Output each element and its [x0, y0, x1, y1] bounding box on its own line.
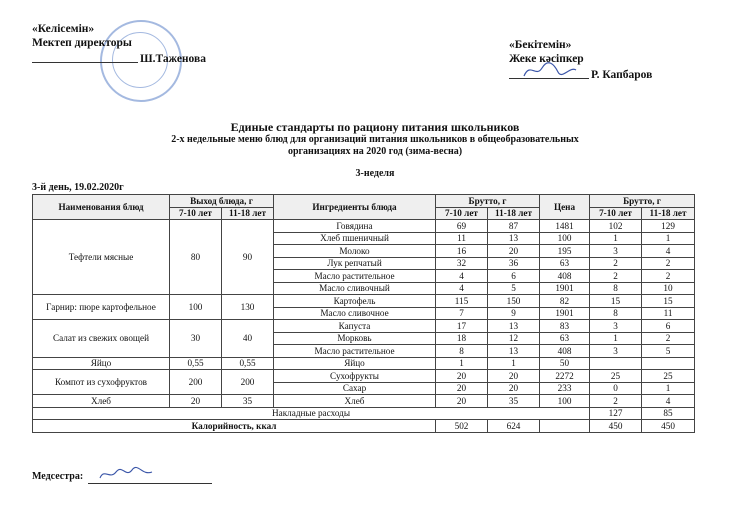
- week-label: 3-неделя: [355, 168, 395, 179]
- gross-7-10: 1: [436, 357, 488, 370]
- yield-11-18: 200: [222, 370, 274, 395]
- price: 100: [540, 395, 590, 408]
- gross-7-10: 69: [436, 220, 488, 233]
- cost-7-10: 3: [590, 320, 642, 333]
- gross-7-10: 20: [436, 395, 488, 408]
- price: 1901: [540, 282, 590, 295]
- calories-price-empty: [540, 420, 590, 433]
- calories-row: [33, 420, 695, 433]
- price: 63: [540, 257, 590, 270]
- overhead-label: Накладные расходы: [33, 407, 590, 420]
- cost-7-10: 8: [590, 282, 642, 295]
- price: 82: [540, 295, 590, 308]
- yield-7-10: 20: [170, 395, 222, 408]
- yield-11-18: 40: [222, 320, 274, 358]
- gross-7-10: 20: [436, 370, 488, 383]
- cost-11-18: 10: [642, 282, 695, 295]
- ingredient: Хлеб пшеничный: [274, 232, 436, 245]
- gross-11-18: 20: [488, 370, 540, 383]
- gross-11-18: 5: [488, 282, 540, 295]
- table-row: [33, 295, 695, 308]
- menu-table: [32, 194, 695, 433]
- table-row: [33, 220, 695, 233]
- cost-11-18: 25: [642, 370, 695, 383]
- col-dish-header: Наименования блюд: [33, 195, 170, 220]
- ingredient: Масло сливочное: [274, 307, 436, 320]
- gross-11-18: 13: [488, 345, 540, 358]
- cost-7-10: 15: [590, 295, 642, 308]
- gross-7-10: 32: [436, 257, 488, 270]
- calories-gross-7-10: 502: [436, 420, 488, 433]
- entrepreneur-position: Жеке кәсіпкер: [509, 53, 584, 65]
- price: 408: [540, 345, 590, 358]
- col-price-header: Цена: [540, 195, 590, 220]
- yield-7-10: 0,55: [170, 357, 222, 370]
- cost-11-18: [642, 357, 695, 370]
- cost-7-10: 102: [590, 220, 642, 233]
- dish-name: Компот из сухофруктов: [33, 370, 170, 395]
- subtitle-line-2: организациях на 2020 год (зима-весна): [287, 146, 463, 157]
- col-ingredients-header: Ингредиенты блюда: [274, 195, 436, 220]
- nurse-label: Медсестра:: [32, 471, 84, 482]
- ingredient: Масло растительное: [274, 270, 436, 283]
- director-position: Мектеп директоры: [32, 37, 132, 49]
- cost-7-10: 1: [590, 232, 642, 245]
- gross-11-18: 150: [488, 295, 540, 308]
- dish-name: Гарнир: пюре картофельное: [33, 295, 170, 320]
- ingredient: Масло растительное: [274, 345, 436, 358]
- page-title: Единые стандарты по рациону питания школьников: [230, 120, 520, 134]
- col-gross2-header: Брутто, г: [590, 195, 695, 208]
- col-yield-header: Выход блюда, г: [170, 195, 274, 208]
- ingredient: Морковь: [274, 332, 436, 345]
- ingredient: Молоко: [274, 245, 436, 258]
- cost-7-10: 2: [590, 257, 642, 270]
- overhead-row: [33, 407, 695, 420]
- overhead-11-18: 85: [642, 407, 695, 420]
- gross-11-18: 87: [488, 220, 540, 233]
- age-header: 11-18 лет: [488, 207, 540, 220]
- director-name: Ш.Таженова: [140, 53, 206, 65]
- table-row: [33, 320, 695, 333]
- signature-right: [520, 58, 580, 82]
- yield-7-10: 100: [170, 295, 222, 320]
- price: 233: [540, 382, 590, 395]
- calories-7-10: 450: [590, 420, 642, 433]
- gross-11-18: 35: [488, 395, 540, 408]
- gross-11-18: 36: [488, 257, 540, 270]
- dish-name: Салат из свежих овощей: [33, 320, 170, 358]
- table-row: [33, 370, 695, 383]
- agreed-label: «Келісемін»: [32, 23, 95, 35]
- price: 50: [540, 357, 590, 370]
- cost-11-18: 2: [642, 257, 695, 270]
- cost-11-18: 4: [642, 245, 695, 258]
- gross-11-18: 13: [488, 232, 540, 245]
- ingredient: Говядина: [274, 220, 436, 233]
- ingredient: Сухофрукты: [274, 370, 436, 383]
- gross-7-10: 20: [436, 382, 488, 395]
- calories-label: Калорийность, ккал: [33, 420, 436, 433]
- cost-11-18: 5: [642, 345, 695, 358]
- table-row: [33, 395, 695, 408]
- cost-7-10: 3: [590, 345, 642, 358]
- nurse-signature: [96, 464, 156, 484]
- gross-7-10: 115: [436, 295, 488, 308]
- price: 83: [540, 320, 590, 333]
- day-label: 3-й день, 19.02.2020г: [32, 182, 124, 193]
- overhead-7-10: 127: [590, 407, 642, 420]
- col-gross-header: Брутто, г: [436, 195, 540, 208]
- gross-11-18: 6: [488, 270, 540, 283]
- price: 100: [540, 232, 590, 245]
- age-header: 7-10 лет: [590, 207, 642, 220]
- gross-11-18: 20: [488, 245, 540, 258]
- age-header: 7-10 лет: [170, 207, 222, 220]
- ingredient: Картофель: [274, 295, 436, 308]
- dish-name: Хлеб: [33, 395, 170, 408]
- cost-7-10: 1: [590, 332, 642, 345]
- gross-7-10: 7: [436, 307, 488, 320]
- cost-11-18: 4: [642, 395, 695, 408]
- subtitle-line-1: 2-х недельные меню блюд для организаций питания школьников в общеобразовательных: [171, 134, 579, 145]
- gross-7-10: 4: [436, 270, 488, 283]
- calories-gross-11-18: 624: [488, 420, 540, 433]
- cost-7-10: [590, 357, 642, 370]
- gross-11-18: 1: [488, 357, 540, 370]
- gross-7-10: 16: [436, 245, 488, 258]
- cost-11-18: 6: [642, 320, 695, 333]
- cost-11-18: 2: [642, 332, 695, 345]
- ingredient: Яйцо: [274, 357, 436, 370]
- gross-7-10: 11: [436, 232, 488, 245]
- cost-11-18: 1: [642, 382, 695, 395]
- yield-11-18: 0,55: [222, 357, 274, 370]
- cost-11-18: 2: [642, 270, 695, 283]
- entrepreneur-name: Р. Капбаров: [591, 69, 653, 81]
- table-row: [33, 357, 695, 370]
- ingredient: Капуста: [274, 320, 436, 333]
- gross-7-10: 17: [436, 320, 488, 333]
- ingredient: Хлеб: [274, 395, 436, 408]
- yield-7-10: 30: [170, 320, 222, 358]
- gross-7-10: 4: [436, 282, 488, 295]
- price: 1481: [540, 220, 590, 233]
- ingredient: Масло сливочный: [274, 282, 436, 295]
- yield-11-18: 35: [222, 395, 274, 408]
- gross-7-10: 18: [436, 332, 488, 345]
- gross-11-18: 13: [488, 320, 540, 333]
- yield-7-10: 80: [170, 220, 222, 295]
- price: 408: [540, 270, 590, 283]
- cost-7-10: 2: [590, 395, 642, 408]
- yield-11-18: 90: [222, 220, 274, 295]
- cost-11-18: 1: [642, 232, 695, 245]
- cost-11-18: 15: [642, 295, 695, 308]
- price: 1901: [540, 307, 590, 320]
- cost-7-10: 3: [590, 245, 642, 258]
- yield-11-18: 130: [222, 295, 274, 320]
- signature-line-left: [32, 62, 138, 63]
- gross-11-18: 9: [488, 307, 540, 320]
- cost-11-18: 11: [642, 307, 695, 320]
- ingredient: Лук репчатый: [274, 257, 436, 270]
- gross-11-18: 12: [488, 332, 540, 345]
- price: 195: [540, 245, 590, 258]
- cost-11-18: 129: [642, 220, 695, 233]
- cost-7-10: 0: [590, 382, 642, 395]
- dish-name: Тефтели мясные: [33, 220, 170, 295]
- price: 63: [540, 332, 590, 345]
- yield-7-10: 200: [170, 370, 222, 395]
- age-header: 11-18 лет: [222, 207, 274, 220]
- ingredient: Сахар: [274, 382, 436, 395]
- price: 2272: [540, 370, 590, 383]
- approved-label: «Бекітемін»: [509, 39, 572, 51]
- cost-7-10: 8: [590, 307, 642, 320]
- age-header: 11-18 лет: [642, 207, 695, 220]
- dish-name: Яйцо: [33, 357, 170, 370]
- gross-7-10: 8: [436, 345, 488, 358]
- gross-11-18: 20: [488, 382, 540, 395]
- calories-11-18: 450: [642, 420, 695, 433]
- cost-7-10: 2: [590, 270, 642, 283]
- age-header: 7-10 лет: [436, 207, 488, 220]
- cost-7-10: 25: [590, 370, 642, 383]
